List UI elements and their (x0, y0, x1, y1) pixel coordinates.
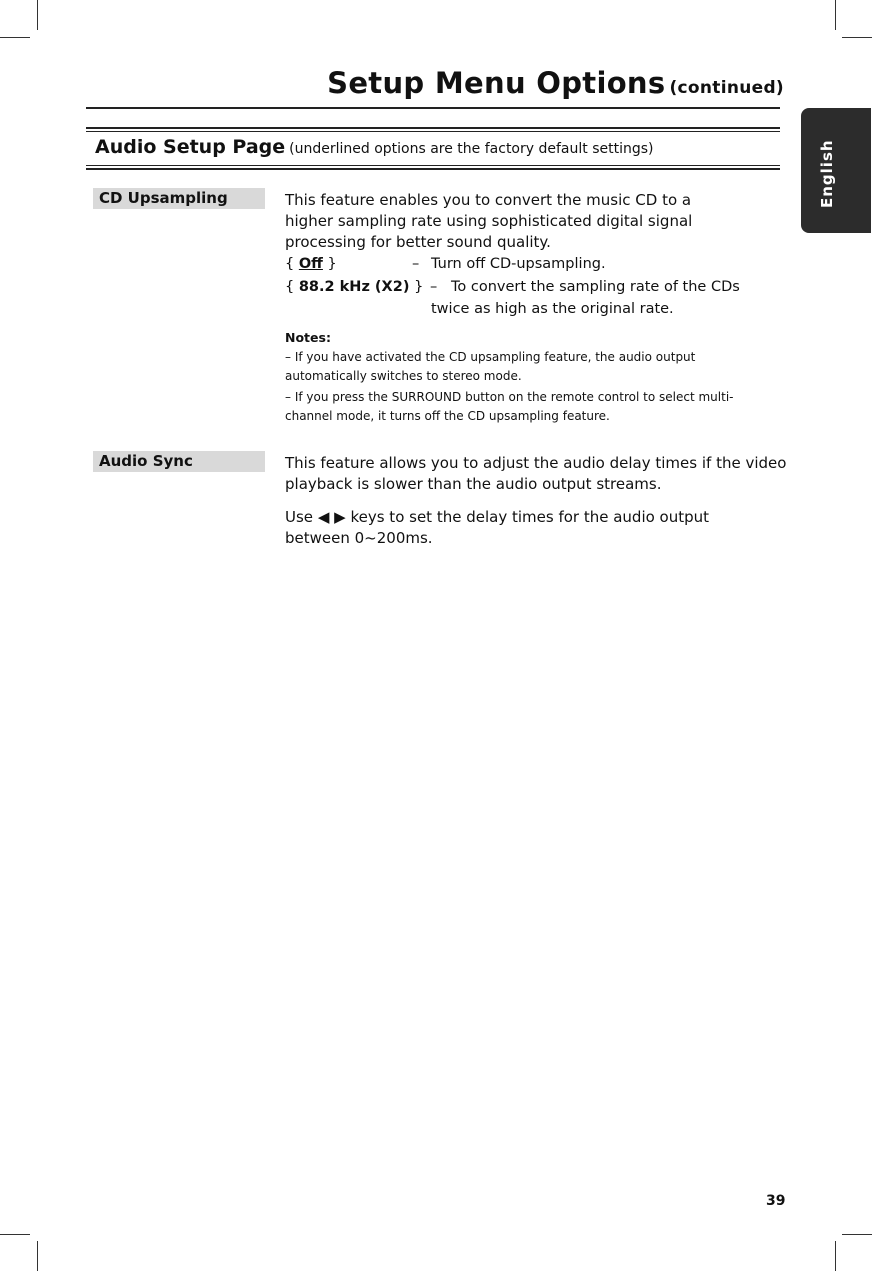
option-value-off: Off (298, 256, 323, 272)
option-dash: – (430, 279, 438, 295)
section-rule-top (86, 127, 780, 129)
option-88k-desc-line2: twice as high as the original rate. (431, 301, 674, 317)
cd-upsampling-label: CD Upsampling (93, 188, 265, 209)
instruction-line2: between 0~200ms. (285, 529, 433, 547)
option-brace-close: } (322, 256, 337, 272)
option-88k-desc: To convert the sampling rate of the CDs (451, 279, 740, 295)
page-number: 39 (766, 1193, 786, 1209)
section-note: (underlined options are the factory default settings) (289, 141, 654, 157)
crop-mark (842, 37, 872, 38)
note-item: – If you have activated the CD upsampling feature, the audio output automatically switches to stereo mode. (285, 350, 696, 383)
crop-mark (842, 1234, 872, 1235)
section-title (95, 136, 654, 158)
description-line: higher sampling rate using sophisticated digital signal (285, 212, 693, 230)
option-brace-open: { (285, 256, 299, 272)
crop-mark (0, 1234, 30, 1235)
description-line: processing for better sound quality. (285, 233, 551, 251)
section-title-text: Audio Setup Page (95, 136, 286, 158)
language-tab (801, 108, 871, 233)
crop-mark (0, 37, 30, 38)
crop-mark (835, 1241, 836, 1271)
section-rule-bottom (86, 168, 780, 170)
description-line: This feature enables you to convert the music CD to a (285, 191, 692, 209)
option-brace-open: { (285, 279, 299, 295)
page-title-text: Setup Menu Options (327, 66, 666, 100)
option-value-88k: 88.2 kHz (X2) (298, 279, 410, 295)
page-title-suffix: (continued) (669, 78, 784, 98)
notes-title: Notes: (285, 330, 331, 345)
audio-sync-label: Audio Sync (93, 451, 265, 472)
left-arrow-icon: ◀ (317, 508, 330, 526)
instruction-text: keys to set the delay times for the audio output (350, 508, 710, 526)
option-88k (285, 277, 423, 298)
description-line: This feature allows you to adjust the audio delay times if the video (285, 454, 787, 472)
option-off (285, 254, 337, 275)
audio-sync-description (285, 453, 786, 495)
crop-mark (835, 0, 836, 30)
option-dash: – (412, 256, 420, 272)
option-off-desc: Turn off CD-upsampling. (431, 256, 606, 272)
section-rule-bottom-thin (86, 165, 780, 166)
header-rule (86, 107, 780, 109)
page-title (327, 66, 784, 100)
crop-mark (37, 1241, 38, 1271)
cd-upsampling-description (285, 190, 692, 253)
audio-sync-instruction (285, 507, 709, 549)
instruction-text: Use (285, 508, 314, 526)
section-rule-top-thin (86, 131, 780, 132)
description-line: playback is slower than the audio output streams. (285, 475, 662, 493)
crop-mark (37, 0, 38, 30)
language-tab-label: English (818, 139, 836, 208)
option-brace-close: } (409, 279, 424, 295)
note-item: – If you press the SURROUND button on the remote control to select multi-channel mode, it turns off the CD upsampling feature. (285, 390, 734, 423)
right-arrow-icon: ▶ (334, 508, 346, 526)
